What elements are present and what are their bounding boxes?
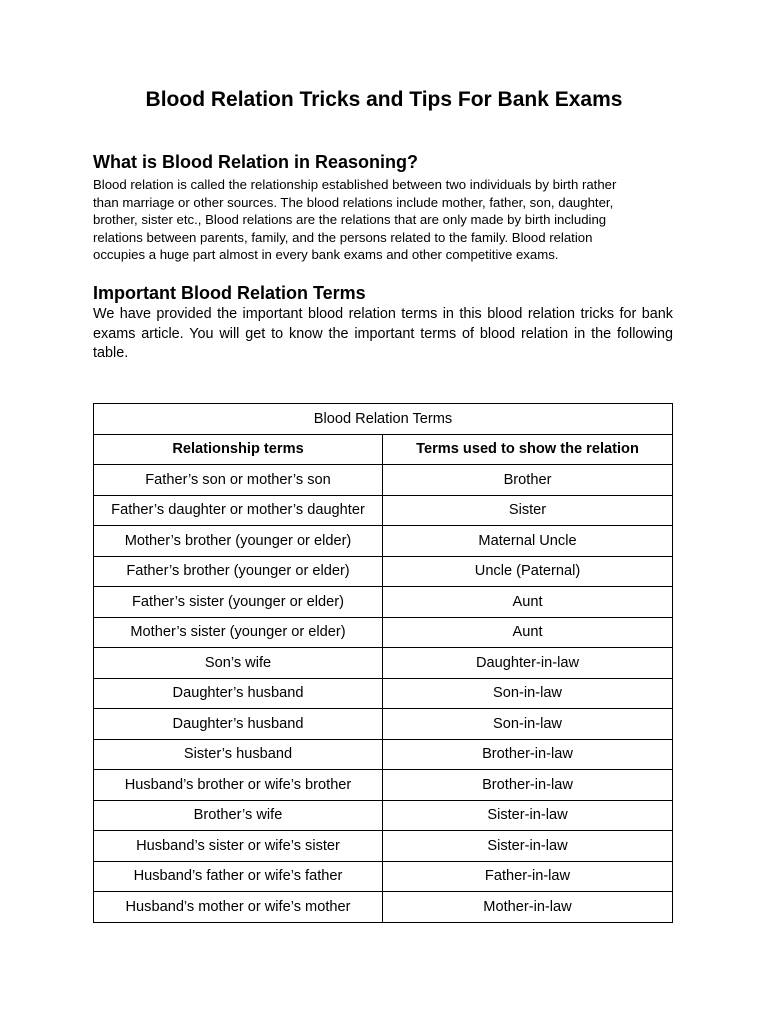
table-row <box>94 526 673 557</box>
relationship-cell: Mother’s brother (younger or elder) <box>94 526 383 557</box>
table-row <box>94 587 673 618</box>
table-row <box>94 861 673 892</box>
important-terms-intro-paragraph: We have provided the important blood relation terms in this blood relation tricks for bank exams article. You will get to know the important terms of blood relation in the following table. <box>93 306 673 361</box>
table-row <box>94 617 673 648</box>
relationship-cell: Father’s brother (younger or elder) <box>94 556 383 587</box>
relationship-cell: Husband’s mother or wife’s mother <box>94 892 383 923</box>
table-caption-row <box>94 404 673 435</box>
blood-relation-terms-table <box>93 403 673 923</box>
term-cell: Brother <box>383 465 673 496</box>
table-row <box>94 709 673 740</box>
term-cell: Brother-in-law <box>383 770 673 801</box>
term-cell: Daughter-in-law <box>383 648 673 679</box>
relationship-cell: Mother’s sister (younger or elder) <box>94 617 383 648</box>
table-header-row <box>94 434 673 465</box>
table-row <box>94 556 673 587</box>
table-row <box>94 800 673 831</box>
column-header-terms-used: Terms used to show the relation <box>383 434 673 465</box>
blood-relation-definition-paragraph <box>93 176 693 264</box>
term-cell: Aunt <box>383 587 673 618</box>
relationship-cell: Father’s sister (younger or elder) <box>94 587 383 618</box>
term-cell: Brother-in-law <box>383 739 673 770</box>
relationship-cell: Father’s son or mother’s son <box>94 465 383 496</box>
section-heading-what-is-blood-relation: What is Blood Relation in Reasoning? <box>93 152 419 172</box>
column-header-relationship-terms: Relationship terms <box>94 434 383 465</box>
table-row <box>94 739 673 770</box>
relationship-cell: Daughter’s husband <box>94 709 383 740</box>
term-cell: Sister-in-law <box>383 831 673 862</box>
relationship-cell: Daughter’s husband <box>94 678 383 709</box>
term-cell: Son-in-law <box>383 678 673 709</box>
relationship-cell: Son’s wife <box>94 648 383 679</box>
table-row <box>94 465 673 496</box>
table-row <box>94 831 673 862</box>
table-row <box>94 770 673 801</box>
term-cell: Son-in-law <box>383 709 673 740</box>
relationship-cell: Husband’s sister or wife’s sister <box>94 831 383 862</box>
paragraph-line: relations between parents, family, and the persons related to the family. Blood relation <box>93 229 593 245</box>
table-row <box>94 678 673 709</box>
page-title: Blood Relation Tricks and Tips For Bank Exams <box>145 88 623 111</box>
relationship-cell: Husband’s father or wife’s father <box>94 861 383 892</box>
term-cell: Father-in-law <box>383 861 673 892</box>
relationship-cell: Husband’s brother or wife’s brother <box>94 770 383 801</box>
term-cell: Sister-in-law <box>383 800 673 831</box>
term-cell: Sister <box>383 495 673 526</box>
term-cell: Uncle (Paternal) <box>383 556 673 587</box>
paragraph-line: than marriage or other sources. The blood relations include mother, father, son, daughter, <box>93 194 614 210</box>
relationship-cell: Sister’s husband <box>94 739 383 770</box>
table-row <box>94 892 673 923</box>
term-cell: Maternal Uncle <box>383 526 673 557</box>
table-caption: Blood Relation Terms <box>94 404 673 435</box>
paragraph-line: Blood relation is called the relationship established between two individuals by birth rather <box>93 177 617 192</box>
paragraph-line: occupies a huge part almost in every bank exams and other competitive exams. <box>93 247 559 263</box>
relationship-cell: Father’s daughter or mother’s daughter <box>94 495 383 526</box>
section-heading-important-terms: Important Blood Relation Terms <box>93 283 366 303</box>
paragraph-line: brother, sister etc., Blood relations are the relations that are only made by birth including <box>93 212 607 228</box>
term-cell: Mother-in-law <box>383 892 673 923</box>
term-cell: Aunt <box>383 617 673 648</box>
table-row <box>94 648 673 679</box>
table-row <box>94 495 673 526</box>
relationship-cell: Brother’s wife <box>94 800 383 831</box>
